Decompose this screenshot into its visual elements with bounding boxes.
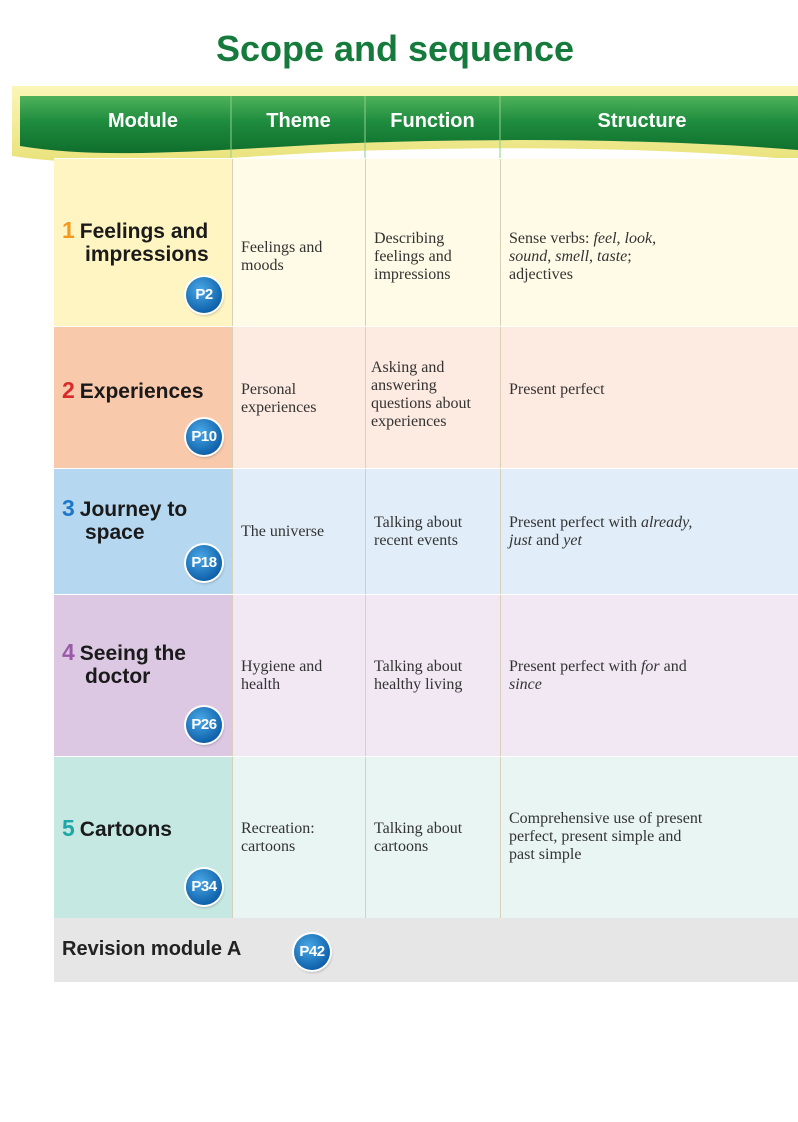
module-title bbox=[62, 817, 172, 841]
module-title-line: Feelings and bbox=[79, 220, 209, 243]
theme-text: health bbox=[241, 676, 281, 693]
theme-cell bbox=[232, 595, 365, 757]
structure-cell bbox=[500, 595, 798, 757]
table-row bbox=[54, 326, 798, 469]
theme-cell bbox=[232, 159, 365, 327]
module-cell bbox=[54, 469, 232, 595]
function-text: healthy living bbox=[374, 676, 463, 693]
revision-row bbox=[54, 918, 798, 982]
page-title: Scope and sequence bbox=[215, 28, 575, 69]
header-structure: Structure bbox=[597, 110, 687, 132]
header-function: Function bbox=[390, 110, 475, 132]
function-cell bbox=[365, 159, 500, 327]
module-title-line: Seeing the bbox=[79, 642, 186, 665]
structure-text: Sense verbs: feel, look, sound, smell, taste; adjectives bbox=[509, 230, 657, 283]
page-badge[interactable]: P18 bbox=[186, 545, 222, 581]
header-module: Module bbox=[108, 110, 178, 132]
table-row bbox=[54, 594, 798, 757]
page-badge[interactable]: P10 bbox=[186, 419, 222, 455]
function-text: questions about bbox=[371, 395, 471, 412]
function-cell bbox=[365, 757, 500, 919]
module-cell bbox=[54, 595, 232, 757]
structure-text: past simple bbox=[509, 846, 582, 863]
structure-text: Present perfect with already, just and yet bbox=[509, 514, 693, 549]
function-text: recent events bbox=[374, 532, 458, 549]
structure-text: perfect, present simple and bbox=[509, 828, 682, 845]
function-cell bbox=[365, 595, 500, 757]
module-title bbox=[62, 497, 187, 544]
module-cell bbox=[54, 757, 232, 919]
module-number: 1 bbox=[62, 217, 75, 243]
module-title-line: Journey to bbox=[79, 498, 188, 521]
module-title bbox=[62, 379, 204, 403]
function-text: impressions bbox=[374, 266, 451, 283]
theme-text: Hygiene and bbox=[241, 658, 323, 675]
theme-cell bbox=[232, 469, 365, 595]
revision-label: Revision module A bbox=[62, 938, 242, 960]
theme-cell bbox=[232, 327, 365, 469]
theme-text: experiences bbox=[241, 399, 317, 416]
structure-text: Present perfect bbox=[509, 381, 605, 398]
page-badge[interactable]: P2 bbox=[186, 277, 222, 313]
function-text: feelings and bbox=[374, 248, 452, 265]
structure-cell bbox=[500, 757, 798, 919]
theme-text: cartoons bbox=[241, 838, 296, 855]
table-row bbox=[54, 468, 798, 595]
theme-text: moods bbox=[241, 257, 284, 274]
function-text: Asking and bbox=[371, 359, 445, 376]
structure-text: Comprehensive use of present bbox=[509, 810, 703, 827]
module-title-line: space bbox=[85, 521, 145, 544]
theme-text: The universe bbox=[241, 523, 325, 540]
module-title-line: Experiences bbox=[79, 380, 204, 403]
table-row bbox=[54, 158, 798, 327]
module-number: 2 bbox=[62, 377, 75, 403]
function-text: answering bbox=[371, 377, 437, 394]
function-text: cartoons bbox=[374, 838, 429, 855]
function-cell bbox=[365, 469, 500, 595]
module-title bbox=[62, 641, 186, 688]
structure-text: Present perfect with for and since bbox=[509, 658, 687, 693]
function-text: Talking about bbox=[374, 514, 463, 531]
module-number: 3 bbox=[62, 495, 75, 521]
table-row bbox=[54, 756, 798, 919]
function-text: Describing bbox=[374, 230, 445, 247]
function-cell bbox=[365, 327, 500, 469]
module-title-line: impressions bbox=[85, 243, 209, 266]
structure-cell bbox=[500, 327, 798, 469]
page-badge[interactable]: P42 bbox=[294, 934, 330, 970]
module-title bbox=[62, 219, 209, 266]
function-text: experiences bbox=[371, 413, 447, 430]
theme-text: Recreation: bbox=[241, 820, 315, 837]
module-number: 4 bbox=[62, 639, 75, 665]
theme-text: Personal bbox=[241, 381, 297, 398]
header-theme: Theme bbox=[266, 110, 331, 132]
theme-cell bbox=[232, 757, 365, 919]
module-number: 5 bbox=[62, 815, 75, 841]
structure-cell bbox=[500, 159, 798, 327]
page-badge[interactable]: P34 bbox=[186, 869, 222, 905]
page-badge[interactable]: P26 bbox=[186, 707, 222, 743]
structure-cell bbox=[500, 469, 798, 595]
module-title-line: Cartoons bbox=[79, 818, 172, 841]
module-title-line: doctor bbox=[85, 665, 151, 688]
module-cell bbox=[54, 159, 232, 327]
theme-text: Feelings and bbox=[241, 239, 323, 256]
function-text: Talking about bbox=[374, 820, 463, 837]
function-text: Talking about bbox=[374, 658, 463, 675]
module-cell bbox=[54, 327, 232, 469]
